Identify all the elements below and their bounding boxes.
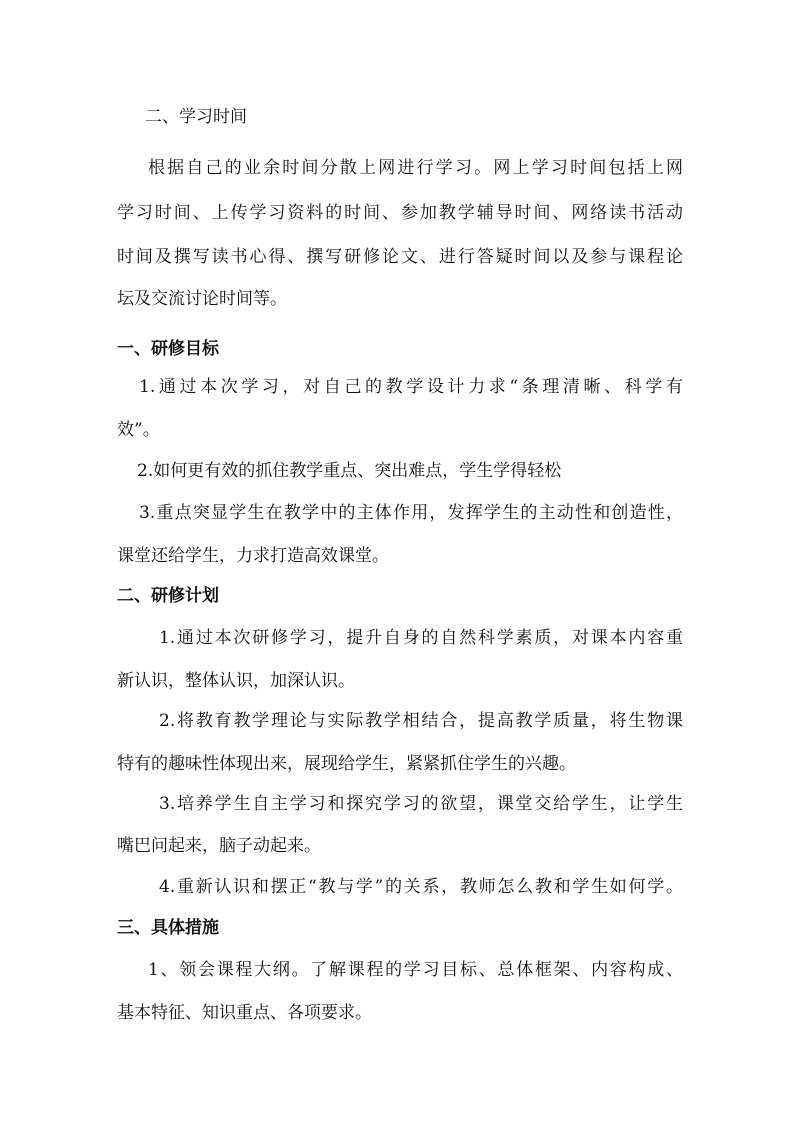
paragraph-line: 学习时间、上传学习资料的时间、参加教学辅导时间、网络读书活动 [117, 203, 683, 223]
measure-item-1-line: 1、领会课程大纲。了解课程的学习目标、总体框架、内容构成、 [148, 960, 683, 980]
goal-item-1-line: 1.通过本次学习，对自己的教学设计力求“条理清晰、科学有 [139, 377, 683, 397]
goal-item-3-line: 3.重点突显学生在教学中的主体作用，发挥学生的主动性和创造性， [139, 503, 683, 523]
plan-item-4: 4.重新认识和摆正“教与学”的关系，教师怎么教和学生如何学。 [159, 877, 683, 897]
goal-item-1-line: 效”。 [117, 420, 160, 440]
goal-item-2: 2.如何更有效的抓住教学重点、突出难点，学生学得轻松 [137, 461, 562, 481]
paragraph-line: 根据自己的业余时间分散上网进行学习。网上学习时间包括上网 [148, 158, 683, 178]
plan-item-1-line: 1.通过本次研修学习，提升自身的自然科学素质，对课本内容重 [159, 628, 683, 648]
plan-item-2-line: 特有的趣味性体现出来，展现给学生，紧紧抓住学生的兴趣。 [117, 754, 576, 774]
section-heading-goals: 一、研修目标 [117, 339, 219, 359]
plan-item-3-line: 3.培养学生自主学习和探究学习的欲望，课堂交给学生，让学生 [159, 794, 683, 814]
measure-item-1-line: 基本特征、知识重点、各项要求。 [117, 1003, 372, 1023]
goal-item-3-line: 课堂还给学生，力求打造高效课堂。 [117, 546, 389, 566]
section-heading-study-time: 二、学习时间 [145, 107, 247, 127]
section-heading-plan: 二、研修计划 [117, 586, 219, 606]
plan-item-3-line: 嘴巴问起来，脑子动起来。 [117, 836, 321, 856]
plan-item-1-line: 新认识，整体认识，加深认识。 [117, 671, 355, 691]
plan-item-2-line: 2.将教育教学理论与实际教学相结合，提高教学质量，将生物课 [159, 711, 683, 731]
paragraph-line: 坛及交流讨论时间等。 [117, 289, 287, 309]
paragraph-line: 时间及撰写读书心得、撰写研修论文、进行答疑时间以及参与课程论 [117, 247, 683, 267]
section-heading-measures: 三、具体措施 [117, 918, 219, 938]
